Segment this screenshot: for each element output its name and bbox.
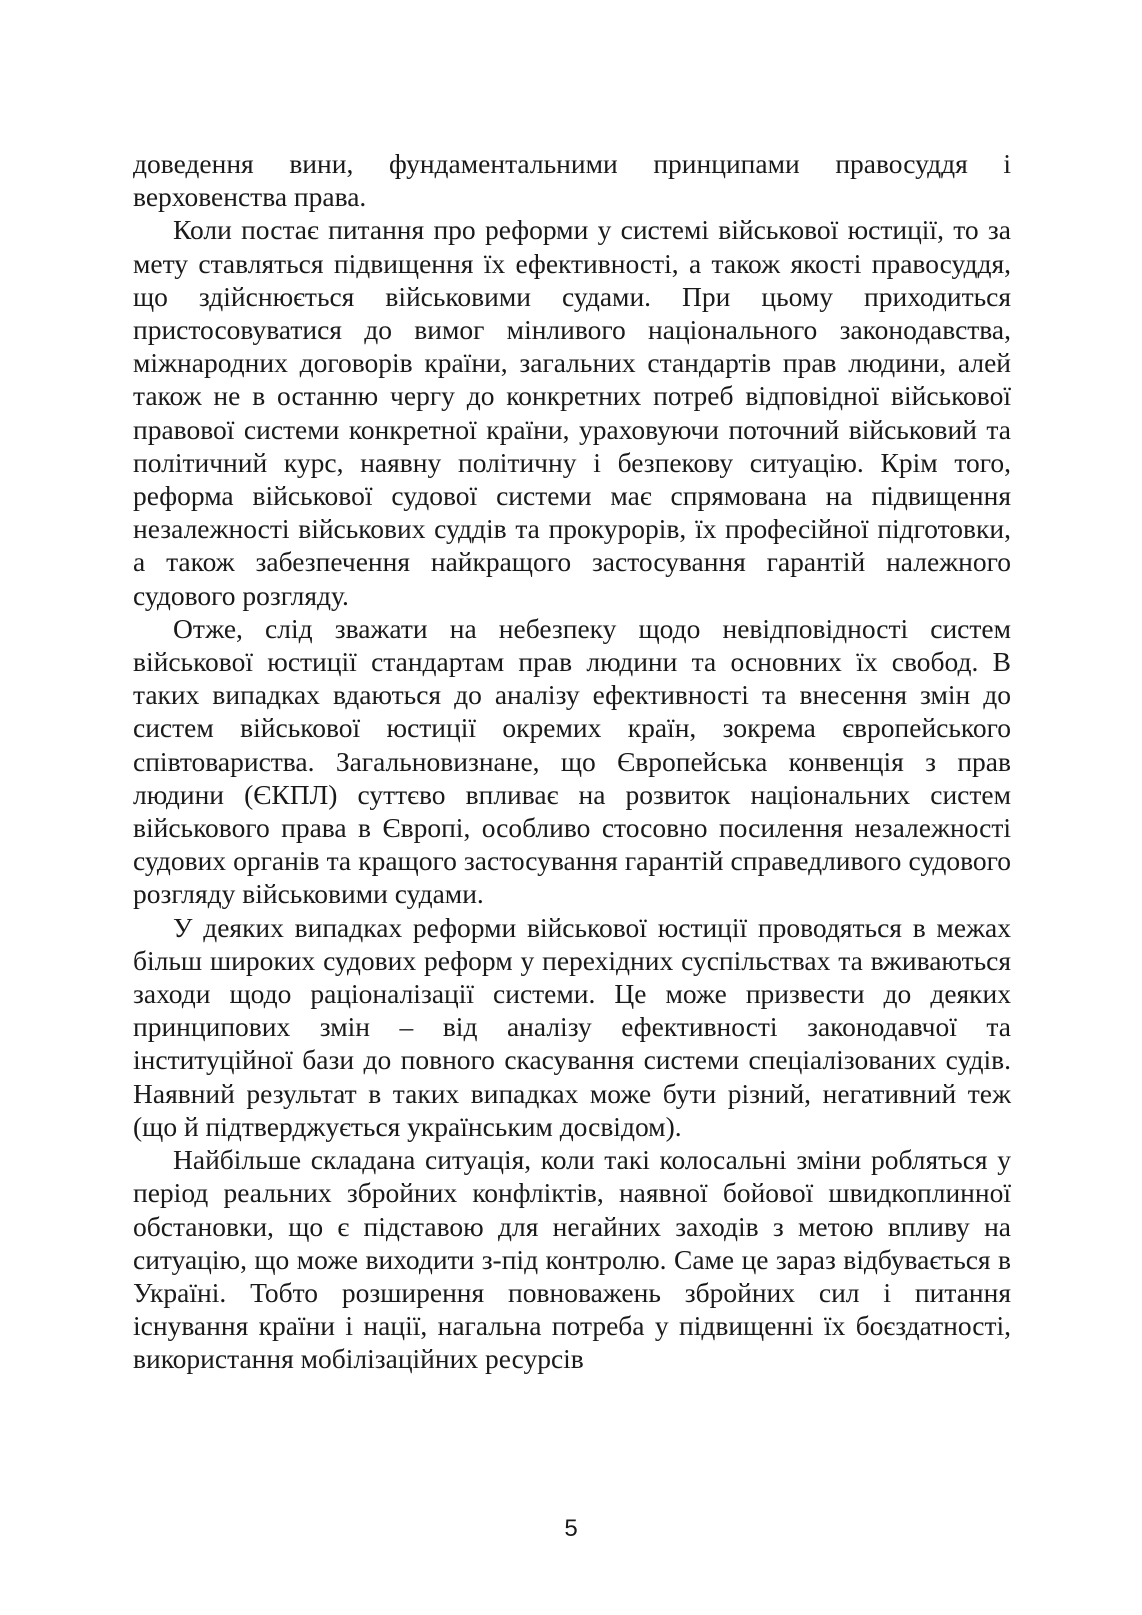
page-number: 5 — [564, 1515, 578, 1542]
paragraph: У деяких випадках реформи військової юстиції проводяться в межах більш широких судових реформ у перехідних суспільствах та вживаються заходи щодо раціоналізації системи. Це може призвести до деяких принципових змін – від аналізу ефективності законодавчої та інституційної бази до повного скасування системи спеціалізованих судів. Наявний результат в таких випадках може бути різний, негативний теж (що й підтверджується українським досвідом). — [133, 911, 1011, 1142]
paragraph: Отже, слід зважати на небезпеку щодо невідповідності систем військової юстиції стандартам прав людини та основних їх свобод. В таких випадках вдаються до аналізу ефективності та внесення змін до систем військової юстиції окремих країн, зокрема європейського співтовариства. Загальновизнане, що Європейська конвенція з прав людини (ЄКПЛ) суттєво впливає на розвиток національних систем військового права в Європі, особливо стосовно посилення незалежності судових органів та кращого застосування гарантій справедливого судового розгляду військовими судами. — [133, 612, 1011, 910]
paragraph: Коли постає питання про реформи у системі військової юстиції, то за мету ставляться підвищення їх ефективності, а також якості правосуддя, що здійснюється військовими судами. При цьому приходиться пристосовуватися до вимог мінливого національного законодавства, міжнародних договорів країни, загальних стандартів прав людини, алей також не в останню чергу до конкретних потреб відповідної військової правової системи конкретної країни, ураховуючи поточний військовий та політичний курс, наявну політичну і безпекову ситуацію. Крім того, реформа військової судової системи має спрямована на підвищення незалежності військових суддів та прокурорів, їх професійної підготовки, а також забезпечення найкращого застосування гарантій належного судового розгляду. — [133, 214, 1011, 611]
body-text — [133, 147, 1011, 1376]
paragraph: Найбільше складана ситуація, коли такі колосальні зміни робляться у період реальних збройних конфліктів, наявної бойової швидкоплинної обстановки, що є підставою для негайних заходів з метою впливу на ситуацію, що може виходити з-під контролю. Саме це зараз відбувається в Україні. Тобто розширення повноважень збройних сил і питання існування країни і нації, нагальна потреба у підвищенні їх боєздатності, використання мобілізаційних ресурсів — [133, 1144, 1011, 1375]
paragraph-continuation: доведення вини, фундаментальними принципами правосуддя і верховенства права. — [133, 148, 1011, 213]
